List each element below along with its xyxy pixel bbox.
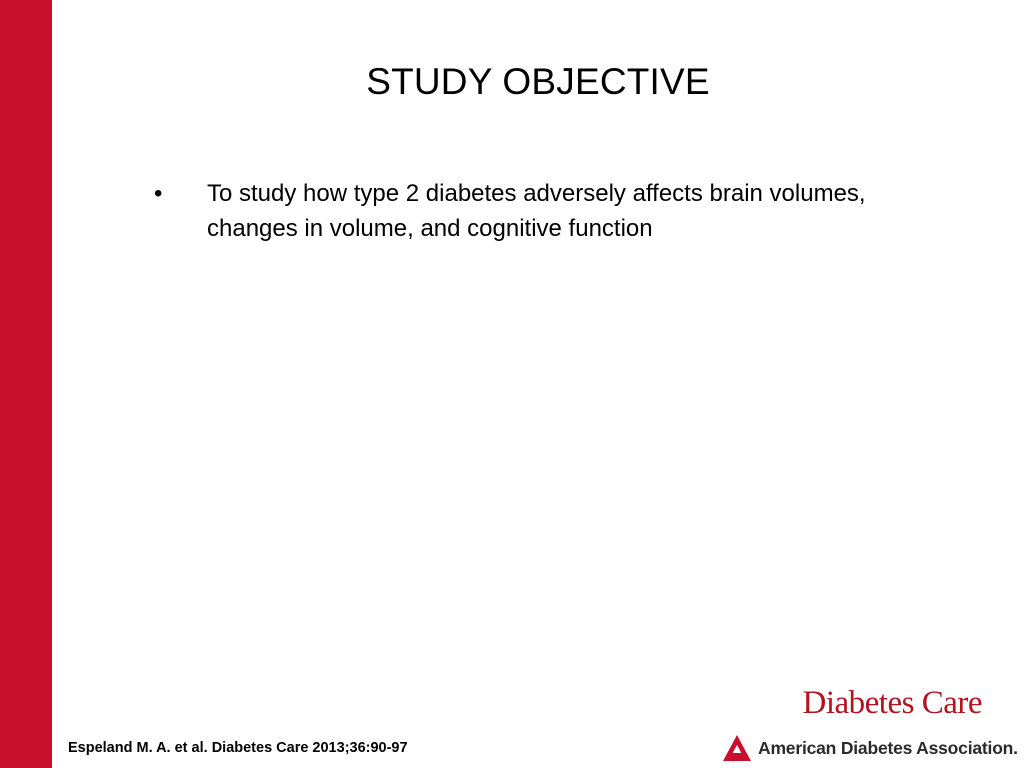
ada-logo-text: American Diabetes Association.	[758, 737, 1018, 758]
list-item	[154, 176, 874, 246]
slide-title: STUDY OBJECTIVE	[366, 61, 710, 102]
diabetes-care-logo: Diabetes Care	[802, 685, 982, 721]
ada-triangle-icon	[722, 734, 752, 762]
bullet-marker: •	[154, 180, 163, 207]
bullet-text: To study how type 2 diabetes adversely affects brain volumes, changes in volume, and cognitive function	[207, 180, 866, 242]
bullet-list	[154, 176, 874, 246]
citation: Espeland M. A. et al. Diabetes Care 2013;36:90-97	[68, 740, 408, 756]
side-accent-bar	[0, 0, 52, 768]
ada-logo	[722, 733, 1018, 763]
